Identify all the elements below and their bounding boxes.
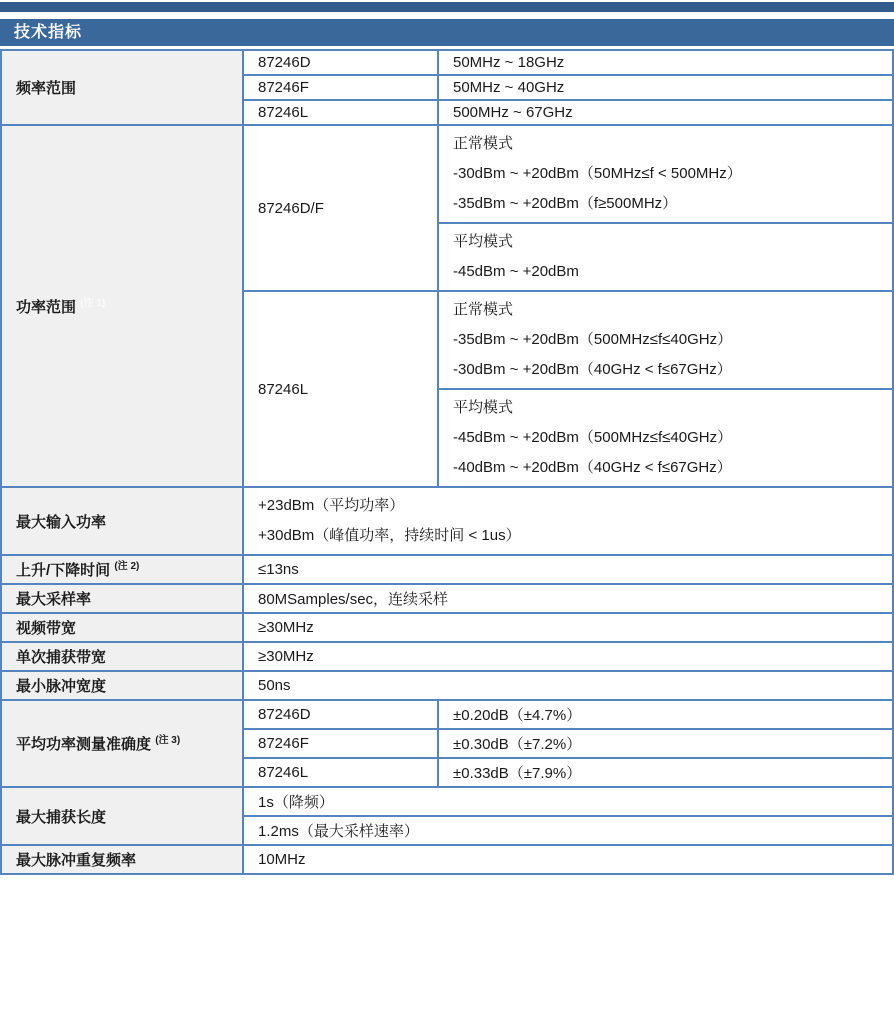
spec-label-max-sample-rate: 最大采样率 <box>1 584 243 613</box>
spec-line: 平均模式 <box>453 233 514 250</box>
spec-label-frequency-range: 频率范围 <box>1 50 243 125</box>
value-cell: 50MHz ~ 18GHz <box>438 50 893 75</box>
model-cell: 87246F <box>243 729 438 758</box>
spec-label-single-capture-bandwidth: 单次捕获带宽 <box>1 642 243 671</box>
table-row <box>1 487 893 555</box>
model-cell: 87246D <box>243 50 438 75</box>
value-cell: ≥30MHz <box>243 642 893 671</box>
value-cell-power-l-normal <box>438 291 893 389</box>
spec-label-video-bandwidth: 视频带宽 <box>1 613 243 642</box>
spec-line: 正常模式 <box>453 301 514 318</box>
spec-line: -35dBm ~ +20dBm（f≥500MHz） <box>453 195 678 212</box>
value-cell: 500MHz ~ 67GHz <box>438 100 893 125</box>
spec-label-text: 平均功率测量准确度 <box>16 736 152 753</box>
footnote-ref-2: (注 2) <box>114 561 140 572</box>
table-row <box>1 584 893 613</box>
spec-label-max-input-power: 最大输入功率 <box>1 487 243 555</box>
spec-line: -45dBm ~ +20dBm（500MHz≤f≤40GHz） <box>453 429 733 446</box>
value-cell-power-l-average <box>438 389 893 487</box>
spec-line: 平均模式 <box>453 399 514 416</box>
value-cell: ≥30MHz <box>243 613 893 642</box>
spec-line: -45dBm ~ +20dBm <box>453 263 579 280</box>
model-cell: 87246D <box>243 700 438 729</box>
section-header-technical-specs: 技术指标 <box>0 19 894 46</box>
table-row <box>1 671 893 700</box>
top-divider-bar <box>0 2 894 12</box>
value-cell: 1.2ms（最大采样速率） <box>243 816 893 845</box>
value-cell: 50MHz ~ 40GHz <box>438 75 893 100</box>
spec-label-min-pulse-width: 最小脉冲宽度 <box>1 671 243 700</box>
table-row <box>1 50 893 75</box>
table-row <box>1 613 893 642</box>
value-cell: ±0.33dB（±7.9%） <box>438 758 893 787</box>
value-cell: ≤13ns <box>243 555 893 584</box>
footnote-ref-3: (注 3) <box>155 735 181 746</box>
datasheet-page <box>0 2 894 875</box>
spec-label-rise-fall-time <box>1 555 243 584</box>
model-cell: 87246L <box>243 100 438 125</box>
model-cell: 87246L <box>243 291 438 487</box>
model-cell: 87246L <box>243 758 438 787</box>
value-cell: 50ns <box>243 671 893 700</box>
spec-line: +30dBm（峰值功率，持续时间 < 1us） <box>258 527 521 544</box>
value-cell-max-input-power <box>243 487 893 555</box>
value-cell: ±0.30dB（±7.2%） <box>438 729 893 758</box>
spec-label-avg-power-accuracy <box>1 700 243 787</box>
spec-line: +23dBm（平均功率） <box>258 497 405 514</box>
spec-line: -30dBm ~ +20dBm（50MHz≤f < 500MHz） <box>453 165 742 182</box>
spec-label-max-capture-length: 最大捕获长度 <box>1 787 243 845</box>
model-cell: 87246D/F <box>243 125 438 291</box>
value-cell: 10MHz <box>243 845 893 874</box>
spec-label-power-range <box>1 125 243 487</box>
table-row <box>1 700 893 729</box>
footnote-ref-1: (注 1) <box>80 297 106 309</box>
table-row <box>1 642 893 671</box>
spec-line: -35dBm ~ +20dBm（500MHz≤f≤40GHz） <box>453 331 733 348</box>
value-cell: 80MSamples/sec，连续采样 <box>243 584 893 613</box>
spec-label-text: 上升/下降时间 <box>16 562 111 579</box>
table-row <box>1 845 893 874</box>
table-row <box>1 125 893 223</box>
spec-label-max-prf: 最大脉冲重复频率 <box>1 845 243 874</box>
value-cell: ±0.20dB（±4.7%） <box>438 700 893 729</box>
model-cell: 87246F <box>243 75 438 100</box>
value-cell: 1s（降频） <box>243 787 893 816</box>
table-row <box>1 555 893 584</box>
table-row <box>1 787 893 816</box>
value-cell-power-df-average <box>438 223 893 291</box>
spec-line: 正常模式 <box>453 135 514 152</box>
spec-line: -30dBm ~ +20dBm（40GHz < f≤67GHz） <box>453 361 732 378</box>
value-cell-power-df-normal <box>438 125 893 223</box>
spec-label-text: 功率范围 <box>16 298 77 316</box>
technical-specs-table <box>0 49 894 875</box>
spec-line: -40dBm ~ +20dBm（40GHz < f≤67GHz） <box>453 459 732 476</box>
